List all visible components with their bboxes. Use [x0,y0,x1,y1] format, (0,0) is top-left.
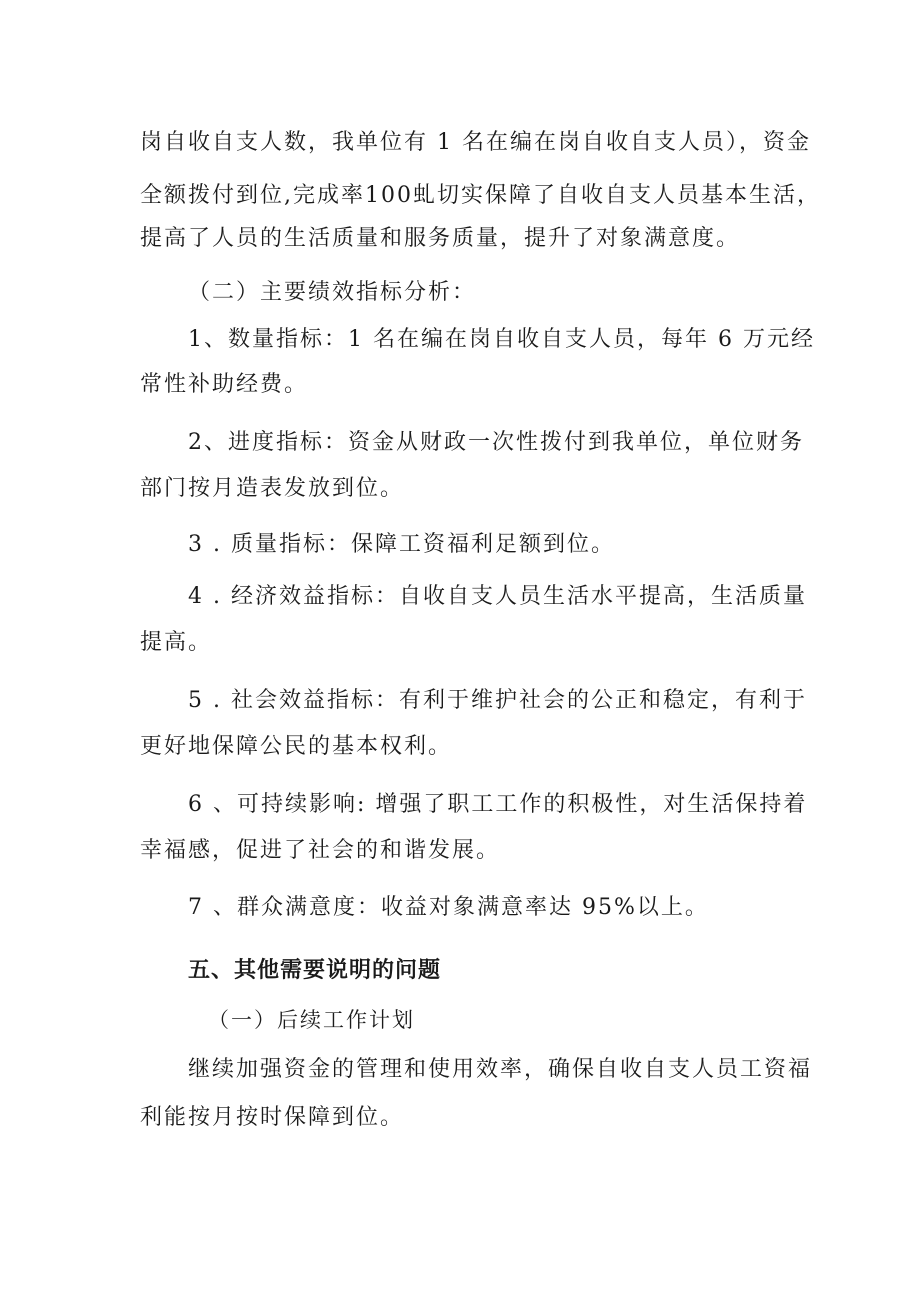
intro-line-3: 提高了人员的生活质量和服务质量，提升了对象满意度。 [140,226,741,251]
item-6-line-2: 幸福感，促进了社会的和谐发展。 [140,838,501,863]
section-2-title: （二）主要绩效指标分析： [188,280,477,305]
intro-line-1: 岗自收自支人数，我单位有 1 名在编在岗自收自支人员），资金 [140,130,811,155]
item-2-line-2: 部门按月造表发放到位。 [140,476,405,501]
item-1-line-2: 常性补助经费。 [140,372,309,397]
item-3-line-1: 3 . 质量指标：保障工资福利足额到位。 [188,532,615,557]
plan-line-1: 继续加强资金的管理和使用效率，确保自收自支人员工资福 [188,1057,813,1082]
item-5-line-2: 更好地保障公民的基本权利。 [140,734,453,759]
item-6-line-1: 6 、可持续影响: 增强了职工工作的积极性，对生活保持着 [188,792,808,817]
item-2-line-1: 2、进度指标：资金从财政一次性拨付到我单位，单位财务 [188,430,804,455]
item-5-line-1: 5 . 社会效益指标：有利于维护社会的公正和稳定，有利于 [188,688,807,713]
plan-line-2: 利能按月按时保障到位。 [140,1105,405,1130]
intro-line-2: 全额拨付到位,完成率100虬切实保障了自收自支人员基本生活， [140,183,821,208]
item-7-line-1: 7 、群众满意度：收益对象满意率达 95%以上。 [188,895,709,920]
item-1-line-1: 1、数量指标：1 名在编在岗自收自支人员，每年 6 万元经 [188,327,815,352]
item-4-line-1: 4 . 经济效益指标：自收自支人员生活水平提高，生活质量 [188,584,807,609]
subsection-1-title: （一）后续工作计划 [208,1008,415,1032]
item-4-line-2: 提高。 [140,630,213,655]
section-5-heading: 五、其他需要说明的问题 [188,958,442,983]
